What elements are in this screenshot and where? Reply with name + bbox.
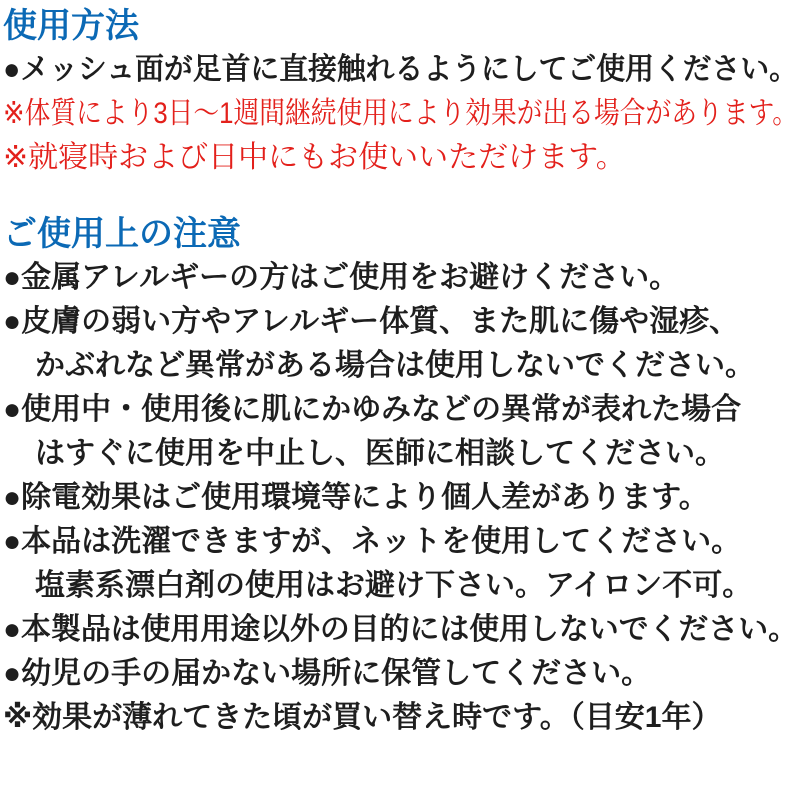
usage-section-heading: 使用方法 [3,7,139,45]
caution-bullet-line: ●皮膚の弱い方やアレルギー体質、また肌に傷や湿疹、 [3,305,740,338]
usage-bullet-line: ●メッシュ面が足首に直接触れるようにしてご使用ください。 [3,53,799,86]
caution-note-line: ※効果が薄れてきた頃が買い替え時です。（目安1年） [3,701,722,734]
caution-bullet-line: ●本品は洗濯できますが、ネットを使用してください。 [3,525,742,558]
caution-continuation-line: はすぐに使用を中止し、医師に相談してください。 [35,437,725,470]
cautions-section-heading: ご使用上の注意 [3,215,241,253]
usage-note-line: ※体質により3日〜1週間継続使用により効果が出る場合があります。 [3,97,798,130]
caution-bullet-line: ●除電効果はご使用環境等により個人差があります。 [3,481,709,514]
section-usage [3,4,798,180]
caution-bullet-line: ●本製品は使用用途以外の目的には使用しないでください。 [3,613,799,646]
caution-continuation-line: 塩素系漂白剤の使用はお避け下さい。アイロン不可。 [35,569,753,602]
usage-note-line: ※就寝時および日中にもお使いいただけます。 [3,141,626,174]
caution-continuation-line: かぶれなど異常がある場合は使用しないでください。 [35,349,755,382]
caution-bullet-line: ●使用中・使用後に肌にかゆみなどの異常が表れた場合 [3,393,742,426]
section-cautions [3,212,798,740]
caution-bullet-line: ●幼児の手の届かない場所に保管してください。 [3,657,652,690]
caution-bullet-line: ●金属アレルギーの方はご使用をお避けください。 [3,261,680,294]
